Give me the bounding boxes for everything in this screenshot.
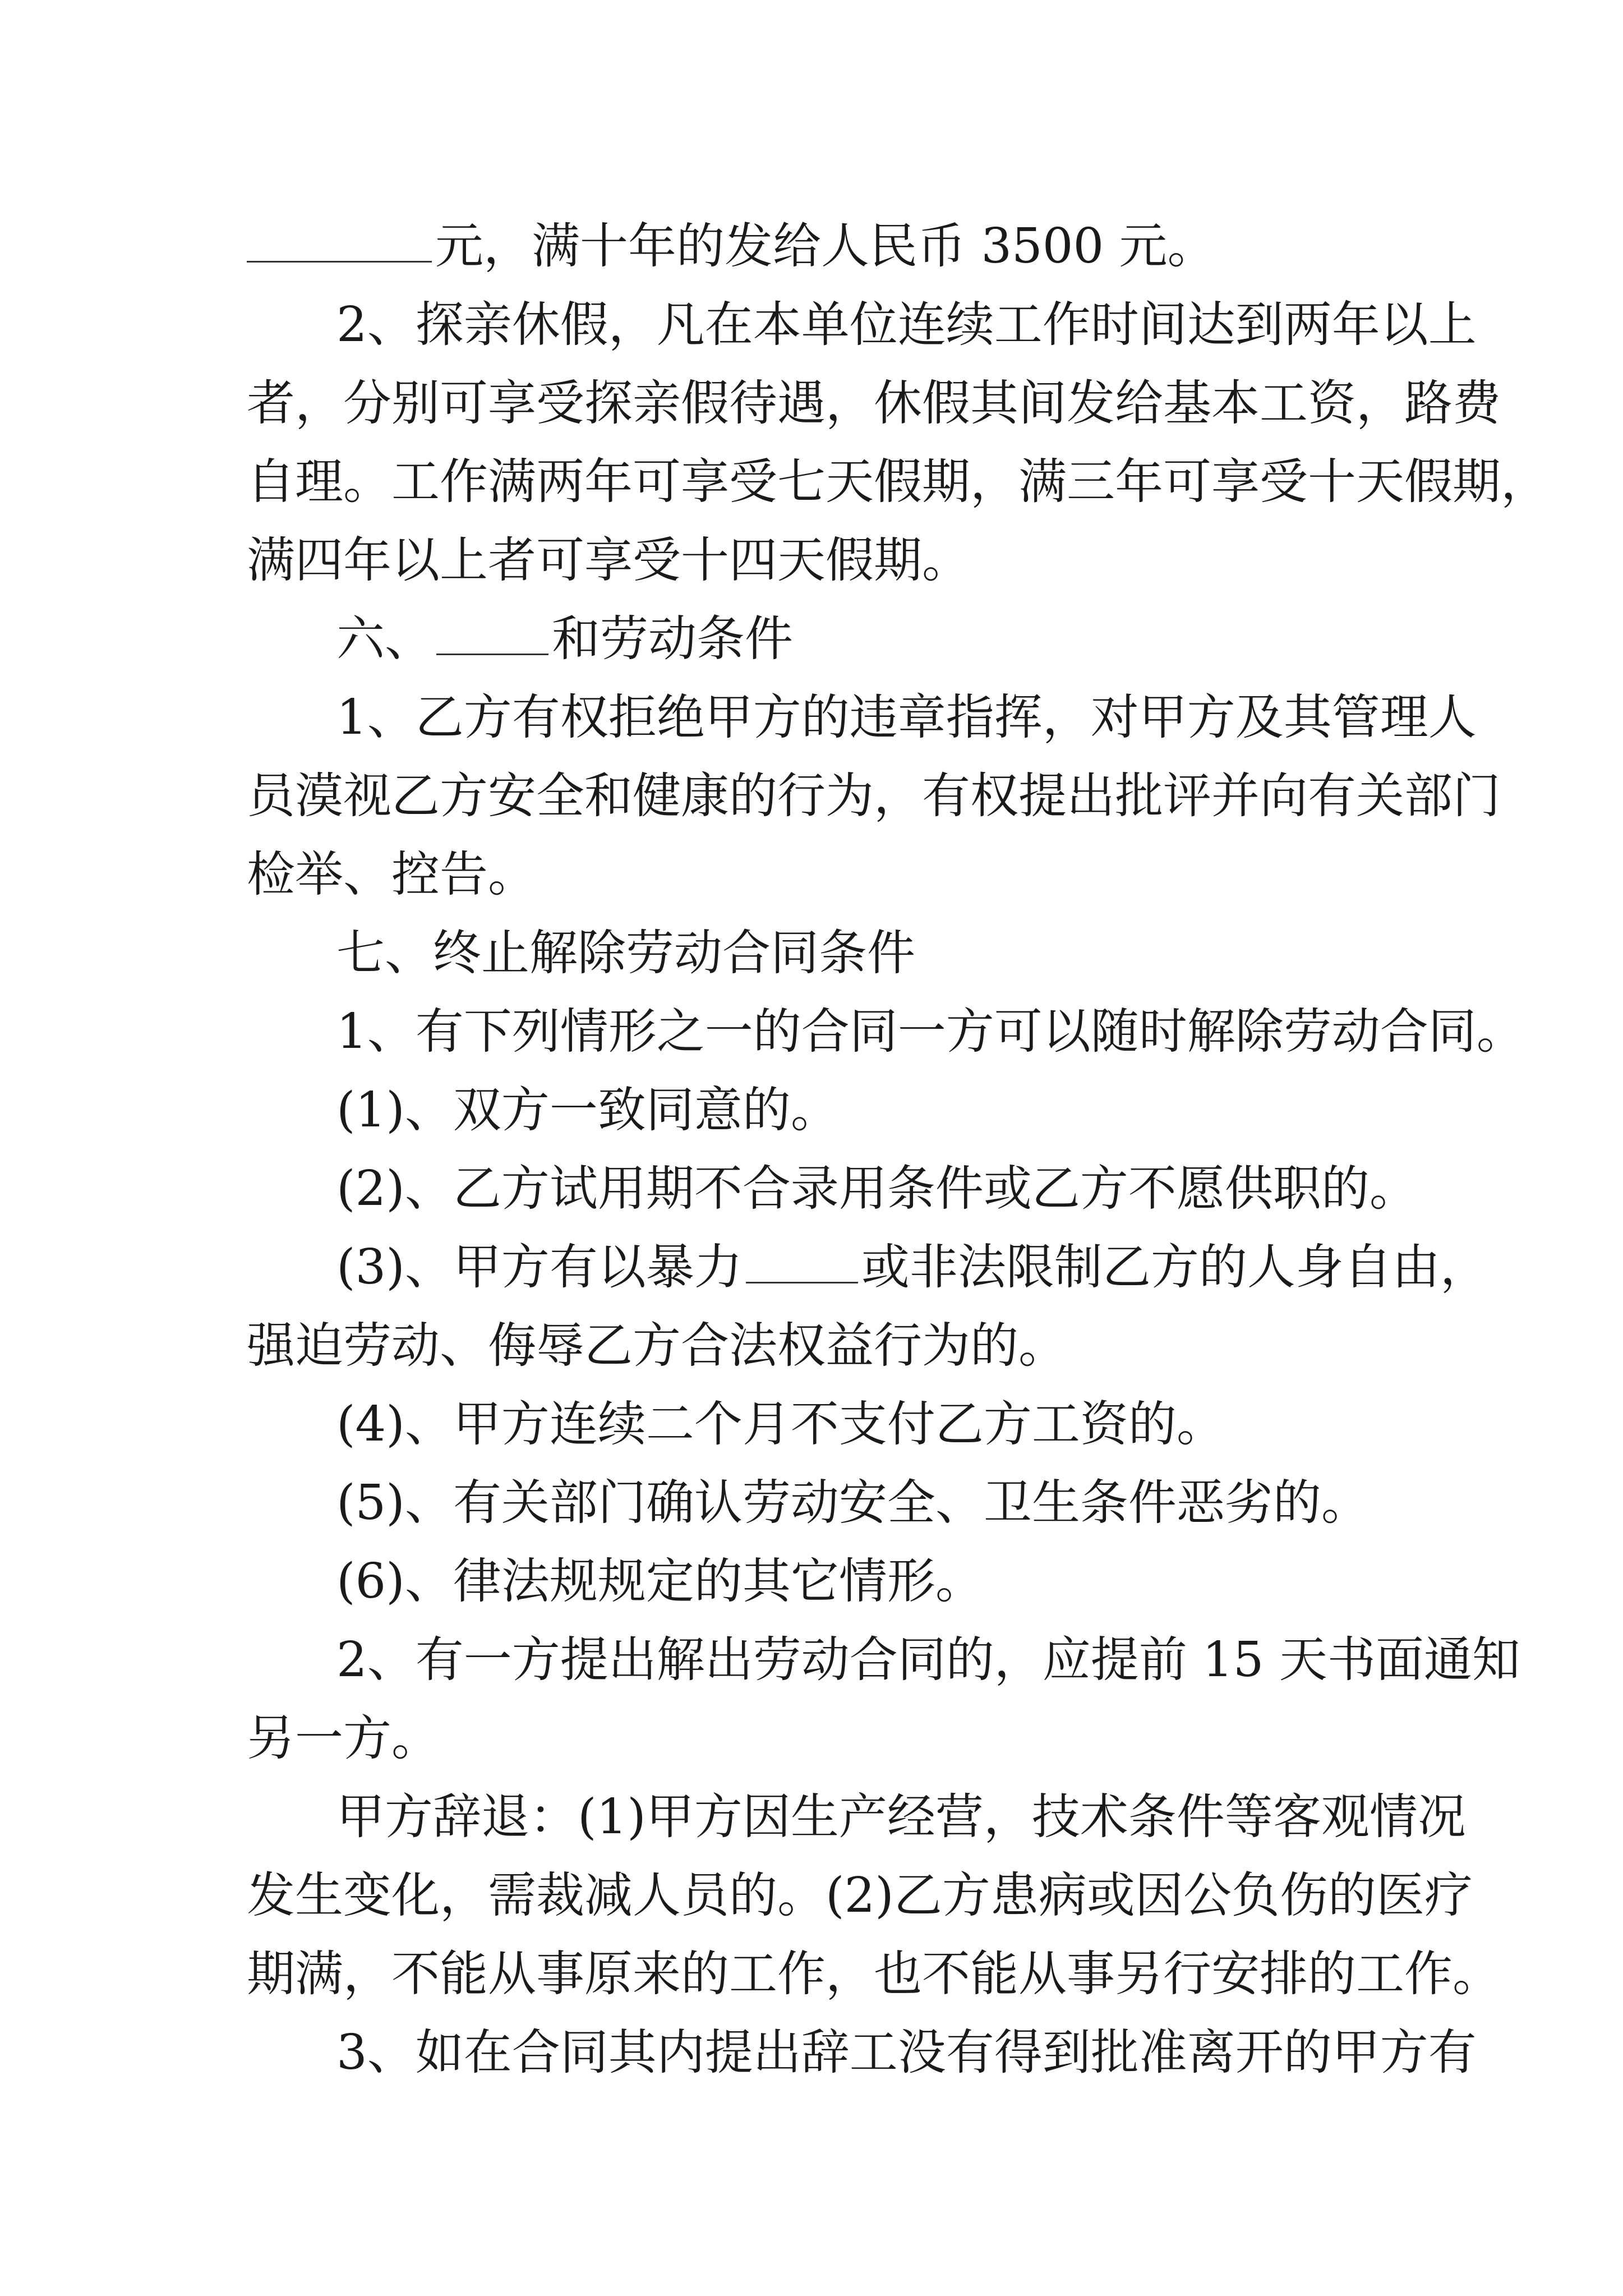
fill-in-blank — [746, 1234, 858, 1283]
text-line-24: 发生变化，需裁减人员的。(2)乙方患病或因公负伤的医疗 — [247, 1867, 1473, 1924]
section-heading-7: 七、终止解除劳动合同条件 — [336, 925, 915, 981]
fill-in-blank — [247, 213, 432, 263]
text-line-9: 检举、控告。 — [247, 846, 536, 903]
section-heading-6: 六、 和劳动条件 — [336, 600, 793, 678]
text-line-26: 3、如在合同其内提出辞工没有得到批准离开的甲方有 — [336, 2024, 1477, 2081]
fill-in-blank — [436, 605, 548, 655]
text-line-7: 1、乙方有权拒绝甲方的违章指挥，对甲方及其管理人 — [336, 689, 1477, 746]
list-item-2: (2)、乙方试用期不合录用条件或乙方不愿供职的。 — [336, 1161, 1418, 1217]
list-item-5: (5)、有关部门确认劳动安全、卫生条件恶劣的。 — [336, 1475, 1370, 1531]
text-line-1: 元，满十年的发给人民币 3500 元。 — [247, 208, 1216, 285]
list-item-4: (4)、甲方连续二个月不支付乙方工资的。 — [336, 1396, 1225, 1452]
text-line-8: 员漠视乙方安全和健康的行为，有权提出批评并向有关部门 — [247, 768, 1501, 824]
list-item-1: (1)、双方一致同意的。 — [336, 1082, 839, 1138]
list-item-6: (6)、律法规规定的其它情形。 — [336, 1553, 984, 1609]
text-line-23: 甲方辞退：(1)甲方因生产经营，技术条件等客观情况 — [336, 1789, 1466, 1845]
text-line-21: 2、有一方提出解出劳动合同的，应提前 15 天书面通知 — [336, 1632, 1520, 1688]
text-line-22: 另一方。 — [247, 1710, 440, 1766]
text-line-5: 满四年以上者可享受十四天假期。 — [247, 532, 970, 588]
text-line-11: 1、有下列情形之一的合同一方可以随时解除劳动合同。 — [336, 1004, 1525, 1060]
text-line-3: 者，分别可享受探亲假待遇，休假其间发给基本工资，路费 — [247, 375, 1501, 431]
list-item-3: (3)、甲方有以暴力 或非法限制乙方的人身自由， — [336, 1228, 1488, 1306]
text-line-2: 2、探亲休假，凡在本单位连续工作时间达到两年以上 — [336, 297, 1477, 353]
text-line-25: 期满，不能从事原来的工作，也不能从事另行安排的工作。 — [247, 1946, 1501, 2002]
text-line-4: 自理。工作满两年可享受七天假期，满三年可享受十天假期， — [247, 454, 1549, 510]
text-line-17: 强迫劳动、侮辱乙方合法权益行为的。 — [247, 1318, 1067, 1374]
